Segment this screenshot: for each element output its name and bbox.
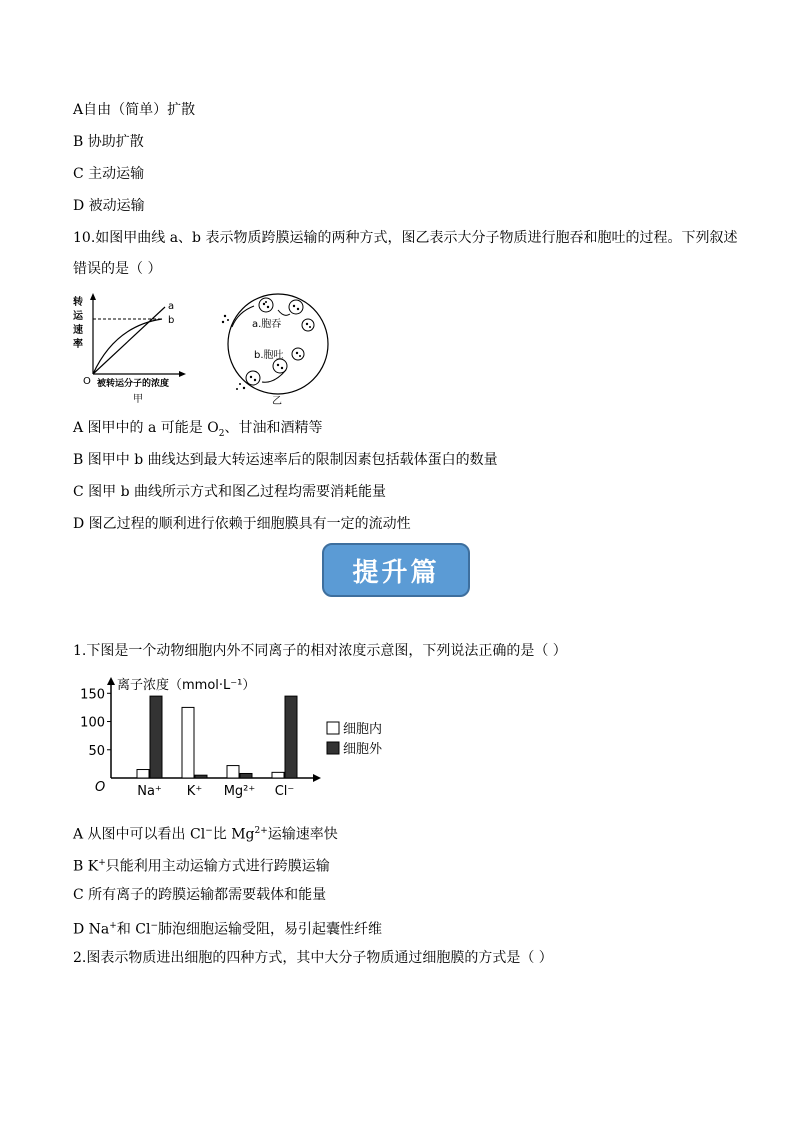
curve-a [93,307,165,374]
chart-x-axis-arrow [313,774,321,782]
bar-outside-0 [150,696,162,778]
bar-outside-3 [285,696,297,778]
figure-caption: 乙 [272,396,282,407]
x-tick-label: Na⁺ [137,784,162,799]
x-tick-label: Cl⁻ [274,784,295,799]
ion-concentration-chart [80,672,405,802]
bar-outside-1 [195,775,207,778]
label-endocytosis: a.胞吞 [252,319,282,330]
y-label-char: 运 [73,311,83,322]
chart-origin: O [95,780,106,795]
q10-option-b: B 图甲中 b 曲线达到最大转运速率后的限制因素包括载体蛋白的数量 [73,452,498,468]
cell-membrane [228,294,328,394]
option-b-facilitated-diffusion: B 协助扩散 [73,134,144,150]
y-label-char: 速 [73,325,83,336]
q1-option-a: A 从图中可以看出 Cl−比 $Mg^{2+}$运输速率快 [73,826,338,843]
legend-label-inside: 细胞内 [343,722,383,737]
x-tick-label: Mg²⁺ [223,784,256,799]
y-axis-arrow [90,293,96,300]
q10-stem-line2: 错误的是（ ） [73,261,162,277]
bar-inside-2 [227,766,239,778]
x-tick-label: K⁺ [186,784,203,799]
figure-jia-transport-rate [70,292,200,407]
q10-option-a: A 图甲中的 a 可能是 $O_2$、甘油和酒精等 [73,420,323,439]
q1-stem: 1.下图是一个动物细胞内外不同离子的相对浓度示意图，下列说法正确的是（ ） [73,643,567,659]
legend-swatch-outside [327,742,339,754]
y-tick-label: 150 [80,687,105,703]
figure-yi-endocytosis-exocytosis [218,292,333,407]
q1-option-c: C 所有离子的跨膜运输都需要载体和能量 [73,887,327,903]
y-tick-label: 100 [80,715,105,731]
q10-option-d: D 图乙过程的顺利进行依赖于细胞膜具有一定的流动性 [73,516,411,532]
legend-label-outside: 细胞外 [343,742,383,757]
figure-caption: 甲 [133,394,143,405]
section-badge-advanced: 提升篇 [322,543,470,597]
curve-b [93,319,162,374]
curve-b-label: b [168,315,175,326]
x-axis-label: 被转运分子的浓度 [97,379,170,389]
option-a-free-diffusion: A自由（简单）扩散 [73,102,196,118]
option-c-active-transport: C 主动运输 [73,166,145,182]
vesicle [246,371,260,385]
origin-label: O [83,376,91,387]
y-label-char: 率 [73,339,83,350]
chart-legend [327,721,383,757]
chart-title: 离子浓度（mmol·L⁻¹） [117,678,256,693]
q10-stem-line1: 10.如图甲曲线 a、b 表示物质跨膜运输的两种方式，图乙表示大分子物质进行胞吞和胞吐的过程。下列叙述 [73,230,738,246]
q1-option-b: B K+只能利用主动运输方式进行跨膜运输 [73,858,330,875]
legend-swatch-inside [327,722,339,734]
y-label-char: 转 [73,297,83,308]
y-tick-label: 50 [88,743,105,759]
chart-y-axis-arrow [107,677,115,685]
bar-inside-1 [182,707,194,778]
x-axis-arrow [179,371,186,377]
q1-option-d: D Na+和 Cl−肺泡细胞运输受阻，易引起囊性纤维 [73,921,383,938]
vesicle [302,319,314,331]
bar-inside-3 [272,772,284,778]
q10-option-c: C 图甲 b 曲线所示方式和图乙过程均需要消耗能量 [73,484,387,500]
endocytosis-arrow [232,306,254,327]
bar-outside-2 [240,773,252,778]
vesicle [289,300,303,314]
option-d-passive-transport: D 被动运输 [73,198,145,214]
exocytosis-arrow [262,370,286,382]
q2-stem: 2.图表示物质进出细胞的四种方式，其中大分子物质通过细胞膜的方式是（ ） [73,950,553,966]
vesicle [259,298,273,312]
curve-a-label: a [168,301,175,312]
label-exocytosis: b.胞吐 [254,350,284,361]
bar-inside-0 [137,770,149,778]
vesicle [292,348,304,360]
